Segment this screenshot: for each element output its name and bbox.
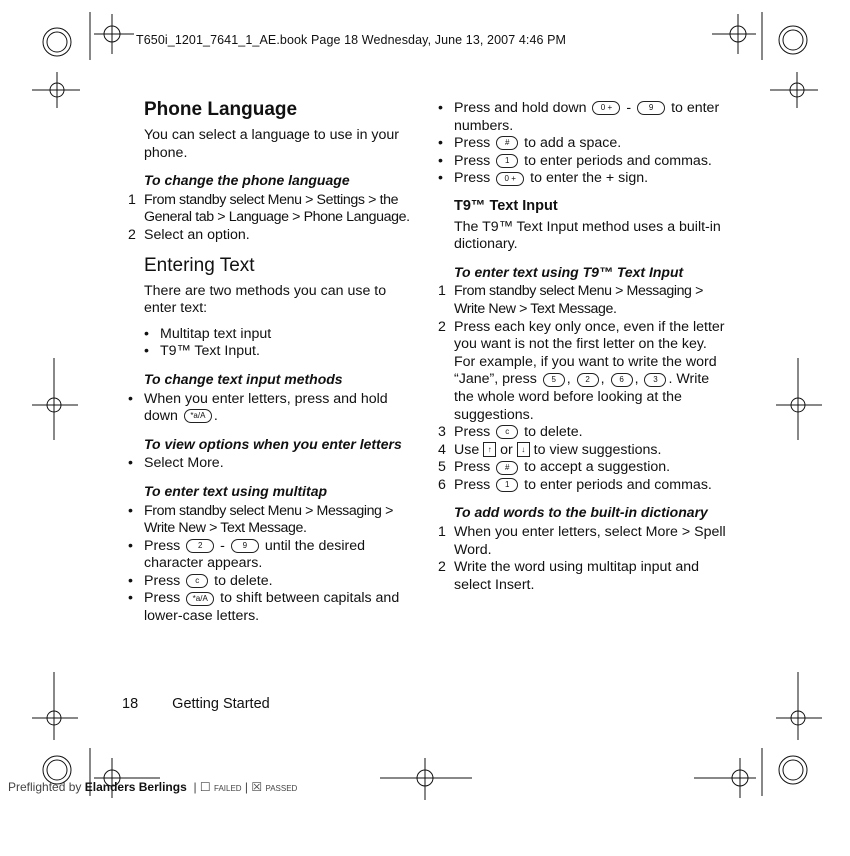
heading-t9: T9™ Text Input xyxy=(454,197,558,214)
subheading-change-language: To change the phone language xyxy=(144,172,350,189)
hash-key-icon: # xyxy=(496,461,518,475)
preflight-stamp: Preflighted by Elanders Berlings | ☐ FAILED | ☒ PASSED xyxy=(8,780,298,794)
section-name: Getting Started xyxy=(172,696,270,712)
list-item: • Select More. xyxy=(128,455,224,472)
list-item: • Press 0 + to enter the + sign. xyxy=(438,170,649,187)
star-key-icon: *a/A xyxy=(184,409,212,423)
key-9-icon: 9 xyxy=(637,101,665,115)
heading-entering-text: Entering Text xyxy=(144,254,255,276)
list-item: • Press 1 to enter periods and commas. xyxy=(438,152,712,169)
step-1: 1 From standby select Menu > Messaging > Write New > Text Message. xyxy=(438,283,703,317)
step-4: 4 Use ↑ or ↓ to view suggestions. xyxy=(438,441,662,458)
key-3-icon: 3 xyxy=(644,373,666,387)
key-1-icon: 1 xyxy=(496,154,518,168)
subheading-t9: To enter text using T9™ Text Input xyxy=(454,263,684,280)
nav-up-icon: ↑ xyxy=(483,442,496,457)
key-2-icon: 2 xyxy=(186,539,214,553)
nav-down-icon: ↓ xyxy=(517,442,530,457)
list-item: • Press # to add a space. xyxy=(438,135,622,152)
preflight-text: Preflighted by xyxy=(8,780,82,794)
preflight-failed: FAILED xyxy=(214,784,242,793)
key-9-icon: 9 xyxy=(231,539,259,553)
page-number: 18 xyxy=(122,696,139,712)
list-item: • Press *a/A to shift between capitals and lower-case letters. xyxy=(128,590,400,625)
list-item: • Press and hold down 0 + - 9 to enter numbers. xyxy=(438,100,720,134)
step-1: 1 From standby select Menu > Settings > the General tab > Language > Phone Language. xyxy=(128,191,410,226)
heading-phone-language: Phone Language xyxy=(144,99,298,120)
step-1: 1 When you enter letters, select More > Spell Word. xyxy=(438,524,726,558)
step-2: 2 Press each key only once, even if the letter you want is not the first letter on the key. For example, if you want to write the word “Jane”, press 5 , 2 , 6 , 3 . Write the whole word before looking at the suggestions. xyxy=(438,318,725,423)
step-2: 2 Write the word using multitap input and select Insert. xyxy=(438,559,699,593)
paragraph-two-methods: There are two methods you can use to enter text: xyxy=(144,282,387,317)
key-2-icon: 2 xyxy=(577,373,599,387)
key-1-icon: 1 xyxy=(496,478,518,492)
clear-key-icon: c xyxy=(496,425,518,439)
step-2: 2 Select an option. xyxy=(128,226,250,243)
paragraph-select-language: You can select a language to use in your phone. xyxy=(144,127,400,161)
list-item: • Multitap text input xyxy=(144,325,272,342)
step-3: 3 Press c to delete. xyxy=(438,424,583,441)
preflight-brand: Elanders Berlings xyxy=(84,780,187,794)
paragraph-t9: The T9™ Text Input method uses a built-in dictionary. xyxy=(454,218,721,253)
list-item: • Press 2 - 9 until the desired character appears. xyxy=(128,537,365,572)
clear-key-icon: c xyxy=(186,574,208,588)
key-0-icon: 0 + xyxy=(496,172,524,186)
right-column xyxy=(438,100,728,594)
left-column xyxy=(128,99,413,626)
key-0-icon: 0 + xyxy=(592,101,620,115)
list-item: • When you enter letters, press and hold down *a/A . xyxy=(128,390,388,425)
list-item: • From standby select Menu > Messaging > Write New > Text Message. xyxy=(128,502,393,537)
star-key-icon: *a/A xyxy=(186,592,214,606)
subheading-multitap: To enter text using multitap xyxy=(144,482,328,499)
page-footer xyxy=(122,696,270,712)
list-item: • T9™ Text Input. xyxy=(144,343,260,360)
step-6: 6 Press 1 to enter periods and commas. xyxy=(438,476,712,493)
preflight-passed: PASSED xyxy=(265,784,298,793)
step-5: 5 Press # to accept a suggestion. xyxy=(438,459,671,476)
key-5-icon: 5 xyxy=(543,373,565,387)
subheading-view-options: To view options when you enter letters xyxy=(144,435,402,452)
list-item: • Press c to delete. xyxy=(128,572,273,589)
subheading-change-method: To change text input methods xyxy=(144,370,343,387)
hash-key-icon: # xyxy=(496,136,518,150)
running-header: T650i_1201_7641_1_AE.book Page 18 Wednesday, June 13, 2007 4:46 PM xyxy=(136,33,567,47)
key-6-icon: 6 xyxy=(611,373,633,387)
subheading-add-words: To add words to the built-in dictionary xyxy=(454,504,708,521)
